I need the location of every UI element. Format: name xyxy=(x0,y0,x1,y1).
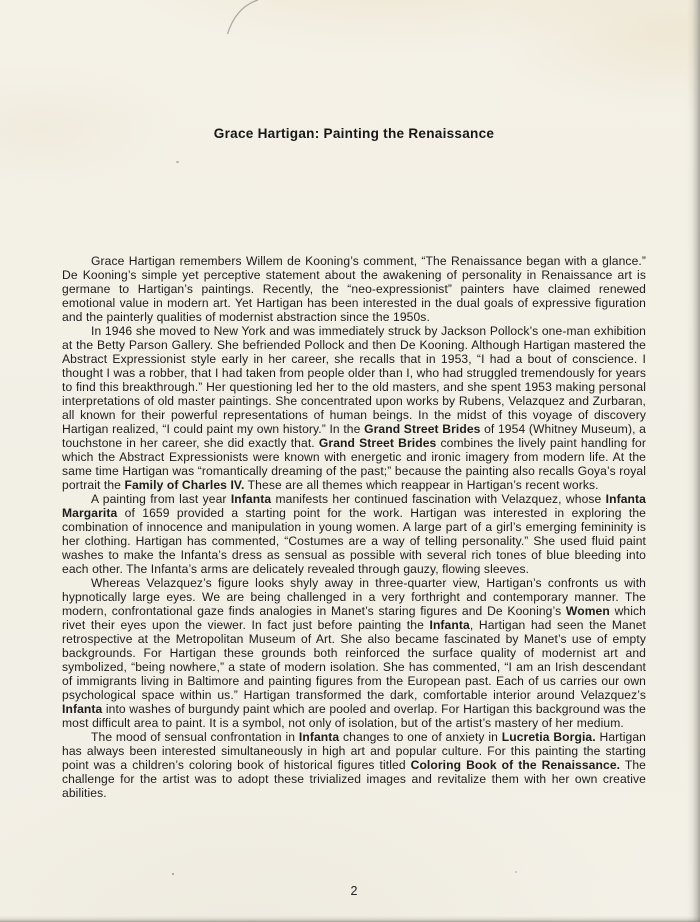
text-run: which rivet their eyes upon the viewer. In fact just before painting the xyxy=(62,604,646,632)
artwork-title: Infanta xyxy=(429,618,470,632)
page-number: 2 xyxy=(350,884,358,898)
scanner-hair-artifact xyxy=(205,0,275,48)
text-run: into washes of burgundy paint which are pooled and overlap. For Hartigan this background was the most difficult area to paint. It is a symbol, not only of isolation, but of the artist’s mastery of her medium. xyxy=(62,702,646,730)
text-run: A painting from last year xyxy=(91,492,231,506)
text-run: changes to one of anxiety in xyxy=(339,730,502,744)
paper-speck xyxy=(515,871,517,873)
text-run: The challenge for the artist was to adopt these trivialized images and revitalize them with her own creative abilities. xyxy=(62,758,646,800)
artwork-title: Lucretia Borgia. xyxy=(501,730,596,744)
artwork-title: Grand Street Brides xyxy=(364,422,481,436)
paragraph xyxy=(62,254,646,324)
text-run: manifests her continued fascination with Velazquez, whose xyxy=(271,492,606,506)
paragraph xyxy=(62,576,646,730)
artwork-title: Infanta Margarita xyxy=(62,492,646,520)
text-run: Whereas Velazquez’s figure looks shyly away in three-quarter view, Hartigan’s confronts us with hypnotically large eyes. We are being challenged in a very forthright and contemporary manner. The modern, confrontational gaze finds analogies in Manet’s staring figures and De Kooning’s xyxy=(62,576,646,618)
artwork-title: Family of Charles IV. xyxy=(124,478,245,492)
text-run: In 1946 she moved to New York and was immediately struck by Jackson Pollock’s one-man exhibition at the Betty Parson Gallery. She befriended Pollock and then De Kooning. Although Hartigan mastered the Abstract Expressionist style early in her career, she recalls that in 1953, “I had a bout of conscience. I thought I was a robber, that I had taken from people older than I, who had struggled tremendously for years to find this breakthrough.” Her questioning led her to the old masters, and she spent 1953 making personal interpretations of old master paintings. She concentrated upon works by Rubens, Velazquez and Zurbaran, all known for their powerful representations of human beings. In the midst of this voyage of discovery Hartigan realized, “I could paint my own history.” In the xyxy=(62,324,646,436)
page-title: Grace Hartigan: Painting the Renaissance xyxy=(213,126,495,141)
article-body xyxy=(62,254,646,800)
text-run: of 1659 provided a starting point for the work. Hartigan was interested in exploring the combination of innocence and manipulation in young women. A large part of a girl’s emerging femininity is her clothing. Hartigan has commented, “Costumes are a way of telling personality.” She used fluid paint washes to make the Infanta’s dress as sensual as possible with several rich tones of blue bleeding into each other. The Infanta’s arms are delicately revealed through gauzy, flowing sleeves. xyxy=(62,506,646,576)
paper-speck xyxy=(176,161,179,163)
text-run: Grace Hartigan remembers Willem de Kooning’s comment, “The Renaissance began with a glance.” De Kooning’s simple yet perceptive statement about the awakening of personality in Renaissance art is germane to Hartigan’s paintings. Recently, the “neo-expressionist” painters have claimed renewed emotional value in modern art. Yet Hartigan has been interested in the dual goals of expressive figuration and the painterly qualities of modernist abstraction since the 1950s. xyxy=(62,254,646,324)
text-run: Hartigan has always been interested simultaneously in high art and popular culture. For this painting the starting point was a children’s coloring book of historical figures titled xyxy=(62,730,646,772)
text-run: of 1954 (Whitney Museum), a touchstone in her career, she did exactly that. xyxy=(62,422,646,450)
artwork-title: Infanta xyxy=(230,492,272,506)
page-edge-shadow-bottom xyxy=(0,916,700,922)
text-run: combines the lively paint handling for which the Abstract Expressionists were known with energetic and ironic imagery from modern life. At the same time Hartigan was “romantically dreaming of the past;” because the painting also recalls Goya’s royal portrait the xyxy=(62,436,646,492)
text-run: , Hartigan had seen the Manet retrospective at the Metropolitan Museum of Art. She also became fascinated by Manet’s use of empty backgrounds. For Hartigan these grounds both reinforced the surface quality of modernist art and symbolized, “being nowhere,” a state of modern isolation. She has commented, “I am an Irish descendant of immigrants living in Baltimore and painting figures from the European past. Each of us carries our own psychological space within us.” Hartigan transformed the dark, comfortable interior around Velazquez’s xyxy=(62,618,646,702)
artwork-title: Infanta xyxy=(298,730,340,744)
paper-speck xyxy=(172,873,174,875)
page-edge-shadow-right xyxy=(687,0,700,922)
text-run: These are all themes which reappear in Hartigan’s recent works. xyxy=(244,478,599,492)
artwork-title: Women xyxy=(565,604,610,618)
artwork-title: Coloring Book of the Renaissance. xyxy=(410,758,621,772)
paragraph xyxy=(62,730,646,800)
paragraph xyxy=(62,492,646,576)
artwork-title: Infanta xyxy=(62,702,103,716)
artwork-title: Grand Street Brides xyxy=(318,436,437,450)
text-run: The mood of sensual confrontation in xyxy=(91,730,299,744)
paragraph xyxy=(62,324,646,492)
